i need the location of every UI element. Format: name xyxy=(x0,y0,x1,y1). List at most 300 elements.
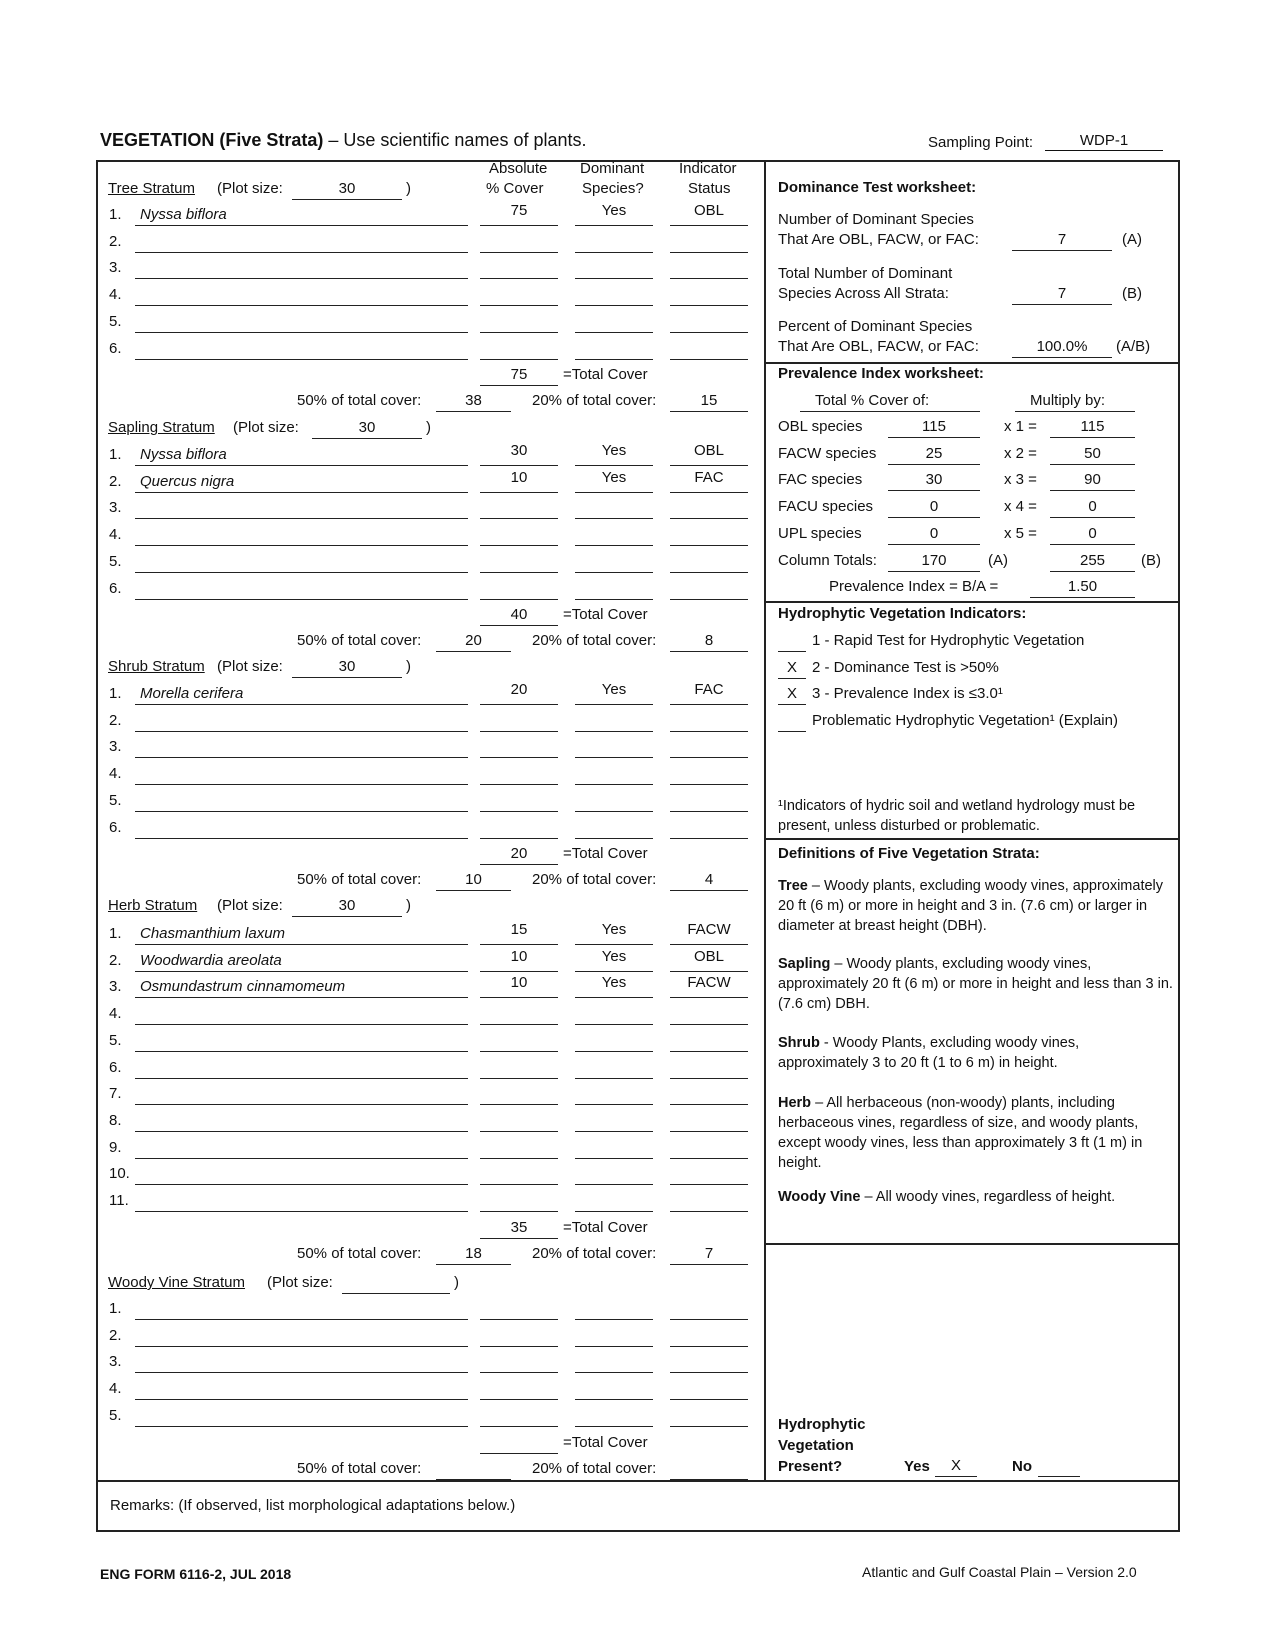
herb-dominant-line xyxy=(575,1104,653,1105)
shrub-species-line xyxy=(135,757,468,758)
sampling-point-label: Sampling Point: xyxy=(928,134,1034,151)
shrub-plot-label: (Plot size: xyxy=(217,658,283,675)
tree-indicator-line xyxy=(670,252,748,253)
sampling-point-field[interactable]: WDP-1 xyxy=(1045,132,1163,151)
tree-row-number: 1. xyxy=(109,206,122,223)
status-header: Status xyxy=(688,180,731,197)
herb-total-cover[interactable]: 35 xyxy=(510,1219,528,1236)
prevalence-title: Prevalence Index worksheet: xyxy=(778,365,984,382)
herb-indicator-line xyxy=(670,1104,748,1105)
form-title: VEGETATION (Five Strata) – Use scientific names of plants. xyxy=(100,130,587,150)
herb-dominant-line xyxy=(575,944,653,945)
herb-cover-line xyxy=(480,1024,558,1025)
tree-indicator-line xyxy=(670,332,748,333)
tree-indicator-field[interactable]: OBL xyxy=(693,202,724,219)
definition-text: – All herbaceous (non-woody) plants, including herbaceous vines, regardless of size, and woody plants, except woody vines, less than approximately 3 ft (1 m) in height. xyxy=(778,1095,1143,1171)
vine-plot-line xyxy=(342,1293,450,1294)
herb-species-line xyxy=(135,1184,468,1185)
shrub-total-line xyxy=(480,864,558,865)
sapling-indicator-line xyxy=(670,465,748,466)
herb-fifty-value[interactable]: 18 xyxy=(465,1245,482,1262)
vine-indicator-line xyxy=(670,1346,748,1347)
tree-plot-paren: ) xyxy=(406,180,411,197)
tree-species-line xyxy=(135,278,468,279)
tree-species-line xyxy=(135,305,468,306)
herb-species-field[interactable]: Woodwardia areolata xyxy=(140,952,282,969)
herb-cover-line xyxy=(480,1131,558,1132)
prevalence-row-cover[interactable]: 115 xyxy=(922,418,946,435)
herb-indicator-line xyxy=(670,944,748,945)
sapling-plot-line xyxy=(312,438,422,439)
sapling-fifty-line xyxy=(436,651,511,652)
herb-fifty-line xyxy=(436,1264,511,1265)
tree-species-field[interactable]: Nyssa biflora xyxy=(140,206,227,223)
column-totals-b[interactable]: 255 xyxy=(1079,552,1106,569)
vine-row-number: 2. xyxy=(109,1327,122,1344)
vine-cover-line xyxy=(480,1426,558,1427)
sapling-dominant-line xyxy=(575,465,653,466)
sapling-cover-line xyxy=(480,492,558,493)
sapling-dominant-line xyxy=(575,518,653,519)
sapling-species-line xyxy=(135,599,468,600)
vine-title: Woody Vine Stratum xyxy=(108,1274,246,1291)
dominance-ab-tag: (A/B) xyxy=(1116,338,1151,355)
sapling-row-number: 6. xyxy=(109,580,122,597)
column-totals-a-tag: (A) xyxy=(988,552,1008,569)
herb-indicator-field[interactable]: OBL xyxy=(693,948,724,965)
prevalence-index-line xyxy=(1030,597,1135,598)
vine-row-number: 3. xyxy=(109,1353,122,1370)
sapling-dominant-line xyxy=(575,572,653,573)
sapling-row-number: 2. xyxy=(109,473,122,490)
present-yes-field[interactable]: X xyxy=(950,1457,961,1474)
herb-total-line xyxy=(480,1238,558,1239)
herb-twenty-label: 20% of total cover: xyxy=(532,1245,657,1262)
section-divider-2 xyxy=(766,838,1180,840)
indicator-checkbox-line xyxy=(778,678,806,679)
shrub-row-number: 6. xyxy=(109,819,122,836)
present-no-label: No xyxy=(1012,1458,1032,1475)
sapling-fifty-value[interactable]: 20 xyxy=(465,632,482,649)
shrub-cover-line xyxy=(480,731,558,732)
definition-2 xyxy=(778,954,1173,1014)
vine-indicator-line xyxy=(670,1372,748,1373)
vine-dominant-line xyxy=(575,1346,653,1347)
vine-species-line xyxy=(135,1346,468,1347)
herb-cover-line xyxy=(480,1211,558,1212)
herb-cover-line xyxy=(480,1184,558,1185)
tree-dominant-line xyxy=(575,332,653,333)
herb-indicator-field[interactable]: FACW xyxy=(687,974,731,991)
herb-species-line xyxy=(135,1078,468,1079)
prevalence-row-multiplier: x 4 = xyxy=(1004,498,1037,515)
vine-dominant-line xyxy=(575,1399,653,1400)
prevalence-row-cover-line xyxy=(888,517,980,518)
tree-indicator-line xyxy=(670,225,748,226)
herb-row-number: 2. xyxy=(109,952,122,969)
prevalence-row-label: UPL species xyxy=(778,525,862,542)
section-divider-0 xyxy=(766,362,1180,364)
herb-row-number: 5. xyxy=(109,1032,122,1049)
shrub-twenty-label: 20% of total cover: xyxy=(532,871,657,888)
vine-fifty-label: 50% of total cover: xyxy=(297,1460,422,1477)
shrub-total-cover[interactable]: 20 xyxy=(510,845,528,862)
herb-species-field[interactable]: Chasmanthium laxum xyxy=(140,925,286,942)
tree-species-line xyxy=(135,252,468,253)
sapling-row-number: 4. xyxy=(109,526,122,543)
prevalence-row-label: FAC species xyxy=(778,471,863,488)
definition-term: Tree xyxy=(778,878,808,894)
herb-row-number: 8. xyxy=(109,1112,122,1129)
sapling-row-number: 1. xyxy=(109,446,122,463)
tree-row-number: 6. xyxy=(109,340,122,357)
dominance-a-line xyxy=(1012,250,1112,251)
tree-total-cover[interactable]: 75 xyxy=(510,366,528,383)
present-yes-label: Yes xyxy=(904,1458,930,1475)
tree-cover-line xyxy=(480,278,558,279)
shrub-species-line xyxy=(135,784,468,785)
herb-species-line xyxy=(135,1131,468,1132)
column-divider xyxy=(764,160,766,1482)
prevalence-row-cover[interactable]: 0 xyxy=(929,498,939,515)
indicator-checkbox-line xyxy=(778,704,806,705)
vine-indicator-line xyxy=(670,1426,748,1427)
herb-dominant-field[interactable]: Yes xyxy=(601,948,627,965)
vine-twenty-line xyxy=(670,1479,748,1480)
shrub-indicator-line xyxy=(670,704,748,705)
sapling-fifty-label: 50% of total cover: xyxy=(297,632,422,649)
tree-twenty-label: 20% of total cover: xyxy=(532,392,657,409)
sapling-plot-label: (Plot size: xyxy=(233,419,299,436)
tree-row-number: 2. xyxy=(109,233,122,250)
shrub-row-number: 2. xyxy=(109,712,122,729)
dominance-b-line xyxy=(1012,304,1112,305)
tree-species-line xyxy=(135,359,468,360)
prevalence-row-value[interactable]: 0 xyxy=(1088,498,1097,515)
definition-5 xyxy=(778,1187,1173,1207)
indicator-checkbox-2[interactable]: X xyxy=(786,659,797,676)
dominance-a-line1: Number of Dominant Species xyxy=(778,211,974,228)
herb-cover-line xyxy=(480,997,558,998)
sapling-total-line xyxy=(480,625,558,626)
dominance-a-value[interactable]: 7 xyxy=(1057,231,1067,248)
herb-plot-size[interactable]: 30 xyxy=(338,897,356,914)
vine-species-line xyxy=(135,1426,468,1427)
tree-fifty-line xyxy=(436,411,511,412)
herb-cover-line xyxy=(480,971,558,972)
prevalence-col2-line xyxy=(1015,411,1135,412)
herb-dominant-line xyxy=(575,1211,653,1212)
prevalence-row-value-line xyxy=(1050,437,1135,438)
herb-fifty-label: 50% of total cover: xyxy=(297,1245,422,1262)
column-totals-a[interactable]: 170 xyxy=(921,552,947,569)
dominance-ab-line xyxy=(1012,357,1112,358)
sapling-plot-paren: ) xyxy=(426,419,431,436)
herb-row-number: 7. xyxy=(109,1085,122,1102)
herb-plot-label: (Plot size: xyxy=(217,897,283,914)
vine-total-label: =Total Cover xyxy=(563,1434,648,1451)
prevalence-row-value-line xyxy=(1050,544,1135,545)
sapling-indicator-line xyxy=(670,572,748,573)
dominance-ab-value[interactable]: 100.0% xyxy=(1036,338,1088,355)
prevalence-row-multiplier: x 3 = xyxy=(1004,471,1037,488)
definition-text: – All woody vines, regardless of height. xyxy=(860,1189,1116,1205)
present-no-line xyxy=(1038,1476,1080,1477)
sapling-twenty-label: 20% of total cover: xyxy=(532,632,657,649)
herb-total-label: =Total Cover xyxy=(563,1219,648,1236)
tree-cover-line xyxy=(480,332,558,333)
present-label-2: Vegetation xyxy=(778,1437,854,1454)
tree-indicator-line xyxy=(670,359,748,360)
prevalence-row-cover-line xyxy=(888,490,980,491)
prevalence-col2: Multiply by: xyxy=(1030,392,1106,409)
tree-cover-line xyxy=(480,252,558,253)
remarks-divider xyxy=(96,1480,1180,1482)
sapling-indicator-field[interactable]: OBL xyxy=(693,442,724,459)
herb-cover-line xyxy=(480,944,558,945)
section-divider-3 xyxy=(766,1243,1180,1245)
tree-cover-line xyxy=(480,225,558,226)
definition-text: – Woody plants, excluding woody vines, approximately 20 ft (6 m) or more in height and less than 3 in. (7.6 cm) DBH. xyxy=(778,956,1173,1012)
sapling-indicator-line xyxy=(670,545,748,546)
sapling-cover-line xyxy=(480,572,558,573)
indicator-header: Indicator xyxy=(679,160,737,177)
sapling-cover-field[interactable]: 30 xyxy=(510,442,528,459)
prevalence-row-cover[interactable]: 25 xyxy=(925,445,943,462)
sapling-plot-size[interactable]: 30 xyxy=(358,419,376,436)
sapling-indicator-line xyxy=(670,599,748,600)
sapling-dominant-field[interactable]: Yes xyxy=(601,442,627,459)
herb-cover-field[interactable]: 10 xyxy=(510,974,528,991)
shrub-species-field[interactable]: Morella cerifera xyxy=(140,685,244,702)
vine-cover-line xyxy=(480,1399,558,1400)
herb-dominant-line xyxy=(575,1051,653,1052)
dominance-ab-line2: That Are OBL, FACW, or FAC: xyxy=(778,338,979,355)
shrub-fifty-value[interactable]: 10 xyxy=(465,871,482,888)
sapling-dominant-field[interactable]: Yes xyxy=(601,469,627,486)
prevalence-col1-line xyxy=(800,411,980,412)
tree-dominant-field[interactable]: Yes xyxy=(601,202,627,219)
tree-plot-label: (Plot size: xyxy=(217,180,283,197)
definition-3 xyxy=(778,1033,1173,1073)
indicator-text-4: Problematic Hydrophytic Vegetation¹ (Explain) xyxy=(812,712,1118,729)
vine-row-number: 5. xyxy=(109,1407,122,1424)
tree-cover-field[interactable]: 75 xyxy=(510,202,528,219)
sapling-species-line xyxy=(135,572,468,573)
tree-plot-line xyxy=(292,199,402,200)
herb-indicator-line xyxy=(670,1131,748,1132)
sapling-twenty-value[interactable]: 8 xyxy=(704,632,714,649)
tree-row-number: 4. xyxy=(109,286,122,303)
herb-indicator-line xyxy=(670,1024,748,1025)
vine-plot-paren: ) xyxy=(454,1274,459,1291)
sapling-dominant-line xyxy=(575,599,653,600)
vine-row-number: 4. xyxy=(109,1380,122,1397)
dominance-b-value[interactable]: 7 xyxy=(1057,285,1067,302)
present-yes-line xyxy=(935,1476,977,1477)
herb-species-field[interactable]: Osmundastrum cinnamomeum xyxy=(140,978,346,995)
prevalence-row-value[interactable]: 115 xyxy=(1080,418,1105,435)
sapling-species-field[interactable]: Quercus nigra xyxy=(140,473,235,490)
herb-cover-field[interactable]: 15 xyxy=(510,921,528,938)
vine-dominant-line xyxy=(575,1426,653,1427)
present-label-3: Present? xyxy=(778,1458,843,1475)
herb-indicator-line xyxy=(670,1158,748,1159)
prevalence-index-value[interactable]: 1.50 xyxy=(1067,578,1098,595)
prevalence-row-label: FACU species xyxy=(778,498,874,515)
shrub-fifty-line xyxy=(436,890,511,891)
shrub-cover-field[interactable]: 20 xyxy=(510,681,528,698)
prevalence-row-label: FACW species xyxy=(778,445,877,462)
sapling-cover-line xyxy=(480,545,558,546)
prevalence-row-cover[interactable]: 0 xyxy=(929,525,939,542)
sapling-cover-line xyxy=(480,465,558,466)
sapling-total-cover[interactable]: 40 xyxy=(510,606,528,623)
herb-cover-line xyxy=(480,1078,558,1079)
definition-4 xyxy=(778,1093,1173,1173)
shrub-indicator-line xyxy=(670,784,748,785)
herb-indicator-line xyxy=(670,1051,748,1052)
tree-fifty-label: 50% of total cover: xyxy=(297,392,422,409)
shrub-fifty-label: 50% of total cover: xyxy=(297,871,422,888)
tree-fifty-value[interactable]: 38 xyxy=(465,392,482,409)
shrub-indicator-line xyxy=(670,757,748,758)
shrub-cover-line xyxy=(480,784,558,785)
prevalence-row-value-line xyxy=(1050,464,1135,465)
tree-cover-line xyxy=(480,359,558,360)
herb-species-line xyxy=(135,1211,468,1212)
tree-plot-size[interactable]: 30 xyxy=(338,180,356,197)
indicator-checkbox-line xyxy=(778,651,806,652)
vine-plot-label: (Plot size: xyxy=(267,1274,333,1291)
shrub-indicator-line xyxy=(670,838,748,839)
herb-species-line xyxy=(135,997,468,998)
prevalence-col1: Total % Cover of: xyxy=(815,392,930,409)
sapling-indicator-field[interactable]: FAC xyxy=(694,469,724,486)
sapling-indicator-line xyxy=(670,518,748,519)
vine-twenty-label: 20% of total cover: xyxy=(532,1460,657,1477)
indicator-checkbox-3[interactable]: X xyxy=(786,685,797,702)
prevalence-row-cover[interactable]: 30 xyxy=(925,471,943,488)
shrub-species-line xyxy=(135,838,468,839)
sapling-indicator-line xyxy=(670,492,748,493)
absolute-header: Absolute xyxy=(489,160,548,177)
sapling-species-field[interactable]: Nyssa biflora xyxy=(140,446,227,463)
shrub-dominant-line xyxy=(575,704,653,705)
prevalence-row-cover-line xyxy=(888,464,980,465)
tree-cover-line xyxy=(480,305,558,306)
shrub-indicator-field[interactable]: FAC xyxy=(694,681,724,698)
herb-twenty-value[interactable]: 7 xyxy=(704,1245,714,1262)
shrub-plot-paren: ) xyxy=(406,658,411,675)
tree-species-line xyxy=(135,332,468,333)
prevalence-row-value-line xyxy=(1050,517,1135,518)
shrub-plot-size[interactable]: 30 xyxy=(338,658,356,675)
shrub-species-line xyxy=(135,704,468,705)
tree-indicator-line xyxy=(670,278,748,279)
prevalence-row-value[interactable]: 90 xyxy=(1084,471,1101,488)
herb-cover-line xyxy=(480,1104,558,1105)
herb-indicator-field[interactable]: FACW xyxy=(687,921,731,938)
indicator-text-1: 1 - Rapid Test for Hydrophytic Vegetation xyxy=(812,632,1085,649)
shrub-cover-line xyxy=(480,757,558,758)
herb-cover-field[interactable]: 10 xyxy=(510,948,528,965)
tree-row-number: 5. xyxy=(109,313,122,330)
tree-species-line xyxy=(135,225,468,226)
shrub-indicator-line xyxy=(670,811,748,812)
species-q-header: Species? xyxy=(582,180,644,197)
remarks-label: Remarks: (If observed, list morphological adaptations below.) xyxy=(110,1497,516,1514)
dominance-b-tag: (B) xyxy=(1122,285,1142,302)
herb-dominant-line xyxy=(575,997,653,998)
herb-species-line xyxy=(135,1024,468,1025)
sapling-row-number: 5. xyxy=(109,553,122,570)
shrub-cover-line xyxy=(480,811,558,812)
vine-total-line xyxy=(480,1453,558,1454)
prevalence-row-value[interactable]: 50 xyxy=(1084,445,1101,462)
prevalence-row-value-line xyxy=(1050,490,1135,491)
herb-dominant-field[interactable]: Yes xyxy=(601,921,627,938)
prevalence-index-label: Prevalence Index = B/A = xyxy=(829,578,999,595)
tree-dominant-line xyxy=(575,359,653,360)
sapling-species-line xyxy=(135,465,468,466)
definition-text: – Woody plants, excluding woody vines, approximately 20 ft (6 m) or more in height and 3 in. (7.6 cm) or larger in diameter at breast height (DBH). xyxy=(778,878,1164,934)
sapling-cover-field[interactable]: 10 xyxy=(510,469,528,486)
herb-dominant-line xyxy=(575,1131,653,1132)
vine-indicator-line xyxy=(670,1399,748,1400)
shrub-dominant-line xyxy=(575,811,653,812)
prevalence-row-value[interactable]: 0 xyxy=(1088,525,1097,542)
tree-dominant-line xyxy=(575,225,653,226)
herb-indicator-line xyxy=(670,1211,748,1212)
shrub-cover-line xyxy=(480,704,558,705)
shrub-dominant-line xyxy=(575,784,653,785)
tree-row-number: 3. xyxy=(109,259,122,276)
indicator-text-3: 3 - Prevalence Index is ≤3.0¹ xyxy=(812,685,1003,702)
herb-row-number: 1. xyxy=(109,925,122,942)
sapling-species-line xyxy=(135,518,468,519)
herb-species-line xyxy=(135,971,468,972)
shrub-total-label: =Total Cover xyxy=(563,845,648,862)
herb-row-number: 3. xyxy=(109,978,122,995)
herb-dominant-field[interactable]: Yes xyxy=(601,974,627,991)
tree-dominant-line xyxy=(575,252,653,253)
herb-species-line xyxy=(135,1104,468,1105)
dominance-title: Dominance Test worksheet: xyxy=(778,179,977,196)
shrub-twenty-value[interactable]: 4 xyxy=(704,871,714,888)
herb-species-line xyxy=(135,1051,468,1052)
shrub-dominant-field[interactable]: Yes xyxy=(601,681,627,698)
sapling-species-line xyxy=(135,545,468,546)
tree-dominant-line xyxy=(575,305,653,306)
tree-twenty-value[interactable]: 15 xyxy=(700,392,718,409)
indicator-footnote-line1: ¹Indicators of hydric soil and wetland hydrology must be xyxy=(778,798,1136,814)
prevalence-row-multiplier: x 1 = xyxy=(1004,418,1037,435)
dominant-header: Dominant xyxy=(580,160,645,177)
tree-total-label: =Total Cover xyxy=(563,366,648,383)
herb-species-line xyxy=(135,1158,468,1159)
shrub-dominant-line xyxy=(575,757,653,758)
sapling-row-number: 3. xyxy=(109,499,122,516)
shrub-plot-line xyxy=(292,677,402,678)
tree-title: Tree Stratum xyxy=(108,180,195,197)
herb-cover-line xyxy=(480,1051,558,1052)
herb-indicator-line xyxy=(670,971,748,972)
prevalence-row-cover-line xyxy=(888,437,980,438)
definition-term: Woody Vine xyxy=(778,1189,861,1205)
herb-cover-line xyxy=(480,1158,558,1159)
vine-species-line xyxy=(135,1399,468,1400)
